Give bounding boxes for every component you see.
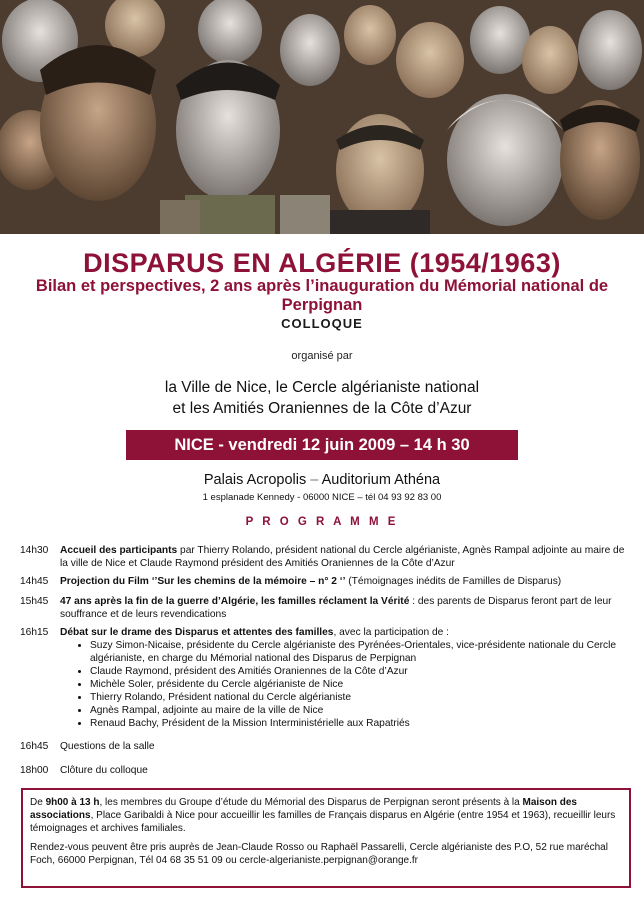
venue-room: Auditorium Athéna [321,472,441,488]
programme-item-title: Projection du Film ‘’Sur les chemins de la mémoire – n° 2 ‘’ [60,576,346,587]
programme-title: P R O G R A M M E [245,516,399,528]
venue [0,472,644,488]
programme-item-text: , avec la participation de : [333,627,450,638]
date-banner: NICE - vendredi 12 juin 2009 – 14 h 30 [126,430,518,460]
organizers-line-1: la Ville de Nice, le Cercle algérianiste national [164,379,480,396]
notice-text-b: , Place Garibaldi à Nice pour accueillir les familles de Français disparus en Algérie (entre 1954 et 1963), recueillir leurs témoignages et archives familiales. [30,810,616,834]
programme-time: 14h30 [20,545,49,556]
programme-item-title: Accueil des participants [60,545,178,556]
venue-dash: – [310,472,319,488]
participant-item: • Claude Raymond, président des Amitiés Oraniennes de la Côte d’Azur [90,665,632,678]
page-title: DISPARUS EN ALGÉRIE (1954/1963) [83,248,561,278]
organizers [0,377,644,419]
page-subtitle: Bilan et perspectives, 2 ans après l’inauguration du Mémorial national de Perpignan [35,277,609,314]
venue-name: Palais Acropolis [203,472,307,488]
participant-item: • Michèle Soler, présidente du Cercle algérianiste de Nice [90,678,632,691]
participant-item: • Agnès Rampal, adjointe au maire de la ville de Nice [90,704,632,717]
programme-time: 18h00 [20,765,49,776]
venue-address: 1 esplanade Kennedy - 06000 NICE – tél 04 93 92 83 00 [202,492,442,503]
participants-list [60,639,632,730]
organized-by-label: organisé par [291,350,353,362]
participant-item: • Thierry Rolando, Président national du Cercle algérianiste [90,691,632,704]
notice-place: Maison des associations [30,797,577,821]
programme-item-text: par Thierry Rolando, président national du Cercle algérianiste, Agnès Rampal adjointe au maire de la ville de Nice et Claude Raymond président des Amitiés Oraniennes de la Côte d’Azur [60,545,625,569]
notice-text-a: , les membres du Groupe d’étude du Mémorial des Disparus de Perpignan seront présents à la [99,797,523,808]
programme-item-text: Questions de la salle [60,741,155,752]
programme-item-title: Débat sur le drame des Disparus et attentes des familles [60,627,334,638]
programme-time: 16h45 [20,741,49,752]
notice-hours: 9h00 à 13 h [45,797,100,808]
portrait-collage-image [0,0,644,234]
programme-item-text: : des parents de Disparus feront part de leur souffrance et de leurs revendications [60,596,612,620]
event-type: COLLOQUE [281,316,363,331]
organizers-line-2: et les Amitiés Oraniennes de la Côte d’Azur [172,400,472,417]
participant-item: • Suzy Simon-Nicaise, présidente du Cercle algérianiste des Pyrénées-Orientales, vice-présidente nationale du Cercle algérianiste, en charge du Mémorial national des Disparus de Perpignan [90,639,632,665]
notice-paragraph-1 [30,796,622,835]
notice-prefix: De [30,797,46,808]
notice-paragraph-2: Rendez-vous peuvent être pris auprès de Jean-Claude Rosso ou Raphaël Passarelli, Cercle algérianiste des P.O, 52 rue maréchal Foch, 66000 Perpignan, Tél 04 68 35 51 09 ou cercle-algerianiste.perpignan@orange.fr [30,842,608,866]
portrait-collage [0,0,644,234]
participant-item: • Renaud Bachy, Président de la Mission Interministérielle aux Rapatriés [90,717,632,730]
programme-time: 15h45 [20,596,49,607]
programme-item-title: 47 ans après la fin de la guerre d’Algérie, les familles réclament la Vérité [60,596,410,607]
programme-item-text: (Témoignages inédits de Familles de Disparus) [345,576,562,587]
programme-time: 16h15 [20,627,49,638]
notice-box [21,788,631,888]
programme-item-text: Clôture du colloque [60,765,148,776]
programme-time: 14h45 [20,576,49,587]
